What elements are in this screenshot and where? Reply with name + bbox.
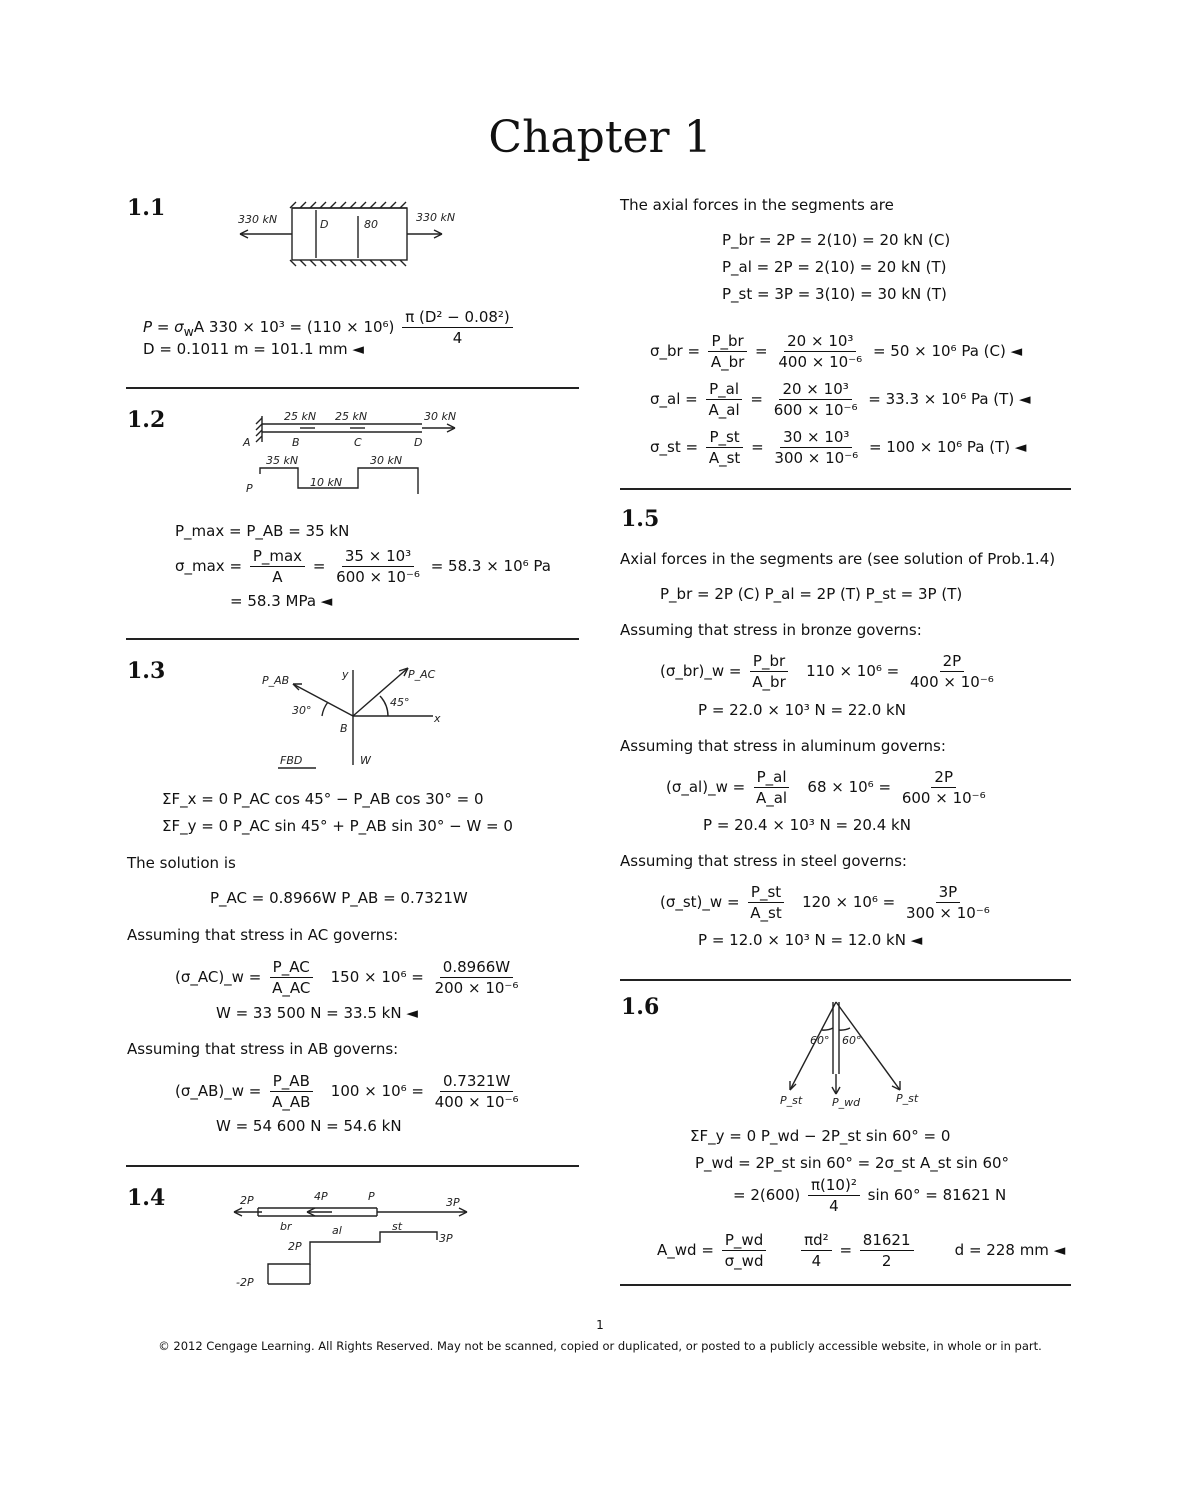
equation: ΣF_y = 0 P_wd − 2P_st sin 60° = 0 [690, 1127, 951, 1145]
divider [620, 488, 1071, 490]
divider [126, 1165, 579, 1167]
equation: = 58.3 MPa ◄ [230, 592, 333, 610]
svg-text:y: y [342, 668, 349, 681]
svg-text:3P: 3P [439, 1232, 453, 1245]
figure-1-1 [230, 198, 480, 270]
divider [126, 638, 579, 640]
svg-text:25 kN: 25 kN [335, 410, 368, 423]
fraction: $\frac{\text{π (D² − 0.08²)}}{4}$ [402, 308, 513, 347]
equation: (σ_AB)_w = $\frac{P\_AB}{A\_AB}$ 100 × 10⁶ = $\frac{0.7321W}{\text{400 × 10⁻⁶}}$ [175, 1072, 519, 1111]
svg-text:W: W [360, 754, 371, 767]
text: The axial forces in the segments are [620, 196, 894, 214]
svg-text:2P: 2P [288, 1240, 302, 1253]
problem-number: 1.3 [127, 658, 166, 684]
problem-number: 1.2 [127, 407, 166, 433]
svg-text:A: A [243, 436, 251, 449]
svg-text:P_wd: P_wd [832, 1096, 861, 1109]
fig-label: 330 kN [238, 213, 278, 226]
equation: D = 0.1011 m = 101.1 mm ◄ [143, 340, 364, 358]
svg-text:D: D [414, 436, 423, 449]
problem-number: 1.4 [127, 1185, 166, 1211]
svg-text:P_st: P_st [780, 1094, 803, 1107]
figure-1-3 [258, 660, 458, 775]
svg-text:60°: 60° [810, 1034, 830, 1047]
equation: P_wd = 2P_st sin 60° = 2σ_st A_st sin 60° [695, 1154, 1010, 1172]
text: Assuming that stress in AB governs: [127, 1040, 399, 1058]
svg-text:x: x [434, 712, 441, 725]
equation: P_al = 2P = 2(10) = 20 kN (T) [722, 258, 947, 276]
svg-text:P_AC: P_AC [408, 668, 436, 681]
svg-text:C: C [354, 436, 362, 449]
text: Assuming that stress in AC governs: [127, 926, 399, 944]
copyright-notice: © 2012 Cengage Learning. All Rights Reserved. May not be scanned, copied or duplicated, or posted to a publicly accessible website, in whole or in part. [158, 1339, 1042, 1353]
svg-text:45°: 45° [390, 696, 410, 709]
figure-1-2 [240, 410, 470, 500]
text: Assuming that stress in steel governs: [620, 852, 907, 870]
problem-number: 1.6 [621, 994, 660, 1020]
divider [126, 387, 579, 389]
svg-text:br: br [280, 1220, 292, 1233]
figure-1-6 [770, 998, 930, 1110]
figure-1-4 [232, 1190, 482, 1295]
chapter-title: Chapter 1 [488, 112, 712, 163]
equation: (σ_al)_w = $\frac{P\_al}{A\_al}$ 68 × 10⁶ = $\frac{2P}{\text{600 × 10⁻⁶}}$ [666, 768, 986, 807]
svg-text:2P: 2P [240, 1194, 254, 1207]
equation: ΣF_x = 0 P_AC cos 45° − P_AB cos 30° = 0 [162, 790, 484, 808]
equation: P_br = 2P (C) P_al = 2P (T) P_st = 3P (T) [660, 585, 963, 603]
svg-text:30 kN: 30 kN [424, 410, 457, 423]
equation: P = 22.0 × 10³ N = 22.0 kN [698, 701, 906, 719]
equation: P_max = P_AB = 35 kN [175, 522, 350, 540]
fig-label: D [320, 218, 329, 231]
equation: σ_al = $\frac{P\_al}{A\_al}$ = $\frac{\text{20 × 10³}}{\text{600 × 10⁻⁶}}$ = 33.3 × 10⁶ Pa (T) ◄ [650, 380, 1031, 419]
svg-text:P: P [368, 1190, 375, 1203]
divider [620, 979, 1071, 981]
svg-text:30 kN: 30 kN [370, 454, 403, 467]
svg-text:30°: 30° [292, 704, 312, 717]
problem-number: 1.5 [621, 506, 660, 532]
equation: A_wd = $\frac{P\_wd}{\sigma\_wd}$ $\frac{\text{πd²}}{4}$ = $\frac{81621}{2}$ d = 228 mm ◄ [657, 1231, 1066, 1270]
equation: W = 33 500 N = 33.5 kN ◄ [216, 1004, 418, 1022]
svg-text:35 kN: 35 kN [266, 454, 299, 467]
svg-text:10 kN: 10 kN [310, 476, 343, 489]
divider [620, 1284, 1071, 1286]
svg-text:60°: 60° [842, 1034, 862, 1047]
equation: σ_br = $\frac{P\_br}{A\_br}$ = $\frac{\text{20 × 10³}}{\text{400 × 10⁻⁶}}$ = 50 × 10⁶ Pa (C) ◄ [650, 332, 1023, 371]
svg-text:-2P: -2P [236, 1276, 254, 1289]
text: The solution is [127, 854, 236, 872]
page-number: 1 [596, 1318, 604, 1332]
equation: (σ_st)_w = $\frac{P\_st}{A\_st}$ 120 × 10⁶ = $\frac{3P}{\text{300 × 10⁻⁶}}$ [660, 883, 990, 922]
svg-text:B: B [340, 722, 348, 735]
equation: P_st = 3P = 3(10) = 30 kN (T) [722, 285, 947, 303]
equation: (σ_br)_w = $\frac{P\_br}{A\_br}$ 110 × 10⁶ = $\frac{2P}{\text{400 × 10⁻⁶}}$ [660, 652, 994, 691]
equation: = 2(600) $\frac{\text{π(10)²}}{4}$ sin 60° = 81621 N [733, 1176, 1007, 1215]
problem-number: 1.1 [127, 195, 166, 221]
equation: W = 54 600 N = 54.6 kN [216, 1117, 402, 1135]
equation: P = 12.0 × 10³ N = 12.0 kN ◄ [698, 931, 923, 949]
svg-text:P_AB: P_AB [262, 674, 290, 687]
equation: P_AC = 0.8966W P_AB = 0.7321W [210, 889, 468, 907]
text: Assuming that stress in aluminum governs: [620, 737, 946, 755]
equation: P = 20.4 × 10³ N = 20.4 kN [703, 816, 911, 834]
fig-label: 80 [364, 218, 378, 231]
svg-text:st: st [392, 1220, 403, 1233]
fig-label: 330 kN [416, 211, 456, 224]
equation: $P = \sigma_wA$ 330 × 10³ = (110 × 10⁶) $\frac{\text{π (D² − 0.08²)}}{4}$ [143, 308, 516, 347]
svg-text:25 kN: 25 kN [284, 410, 317, 423]
equation: ΣF_y = 0 P_AC sin 45° + P_AB sin 30° − W = 0 [162, 817, 513, 835]
equation: σ_max = $\frac{P\_\max}{A}$ = $\frac{\text{35 × 10³}}{\text{600 × 10⁻⁶}}$ = 58.3 × 10⁶ Pa [175, 547, 551, 586]
svg-text:P_st: P_st [896, 1092, 919, 1105]
svg-text:4P: 4P [314, 1190, 328, 1203]
text: Axial forces in the segments are (see solution of Prob.1.4) [620, 550, 1056, 568]
text: Assuming that stress in bronze governs: [620, 621, 922, 639]
svg-text:B: B [292, 436, 300, 449]
equation: P_br = 2P = 2(10) = 20 kN (C) [722, 231, 951, 249]
svg-text:al: al [332, 1224, 342, 1237]
svg-text:3P: 3P [446, 1196, 460, 1209]
svg-text:FBD: FBD [280, 754, 303, 767]
equation: σ_st = $\frac{P\_st}{A\_st}$ = $\frac{\text{30 × 10³}}{\text{300 × 10⁻⁶}}$ = 100 × 10⁶ Pa (T) ◄ [650, 428, 1027, 467]
svg-text:P: P [246, 482, 253, 495]
equation: (σ_AC)_w = $\frac{P\_AC}{A\_AC}$ 150 × 10⁶ = $\frac{0.8966W}{\text{200 × 10⁻⁶}}$ [175, 958, 519, 997]
